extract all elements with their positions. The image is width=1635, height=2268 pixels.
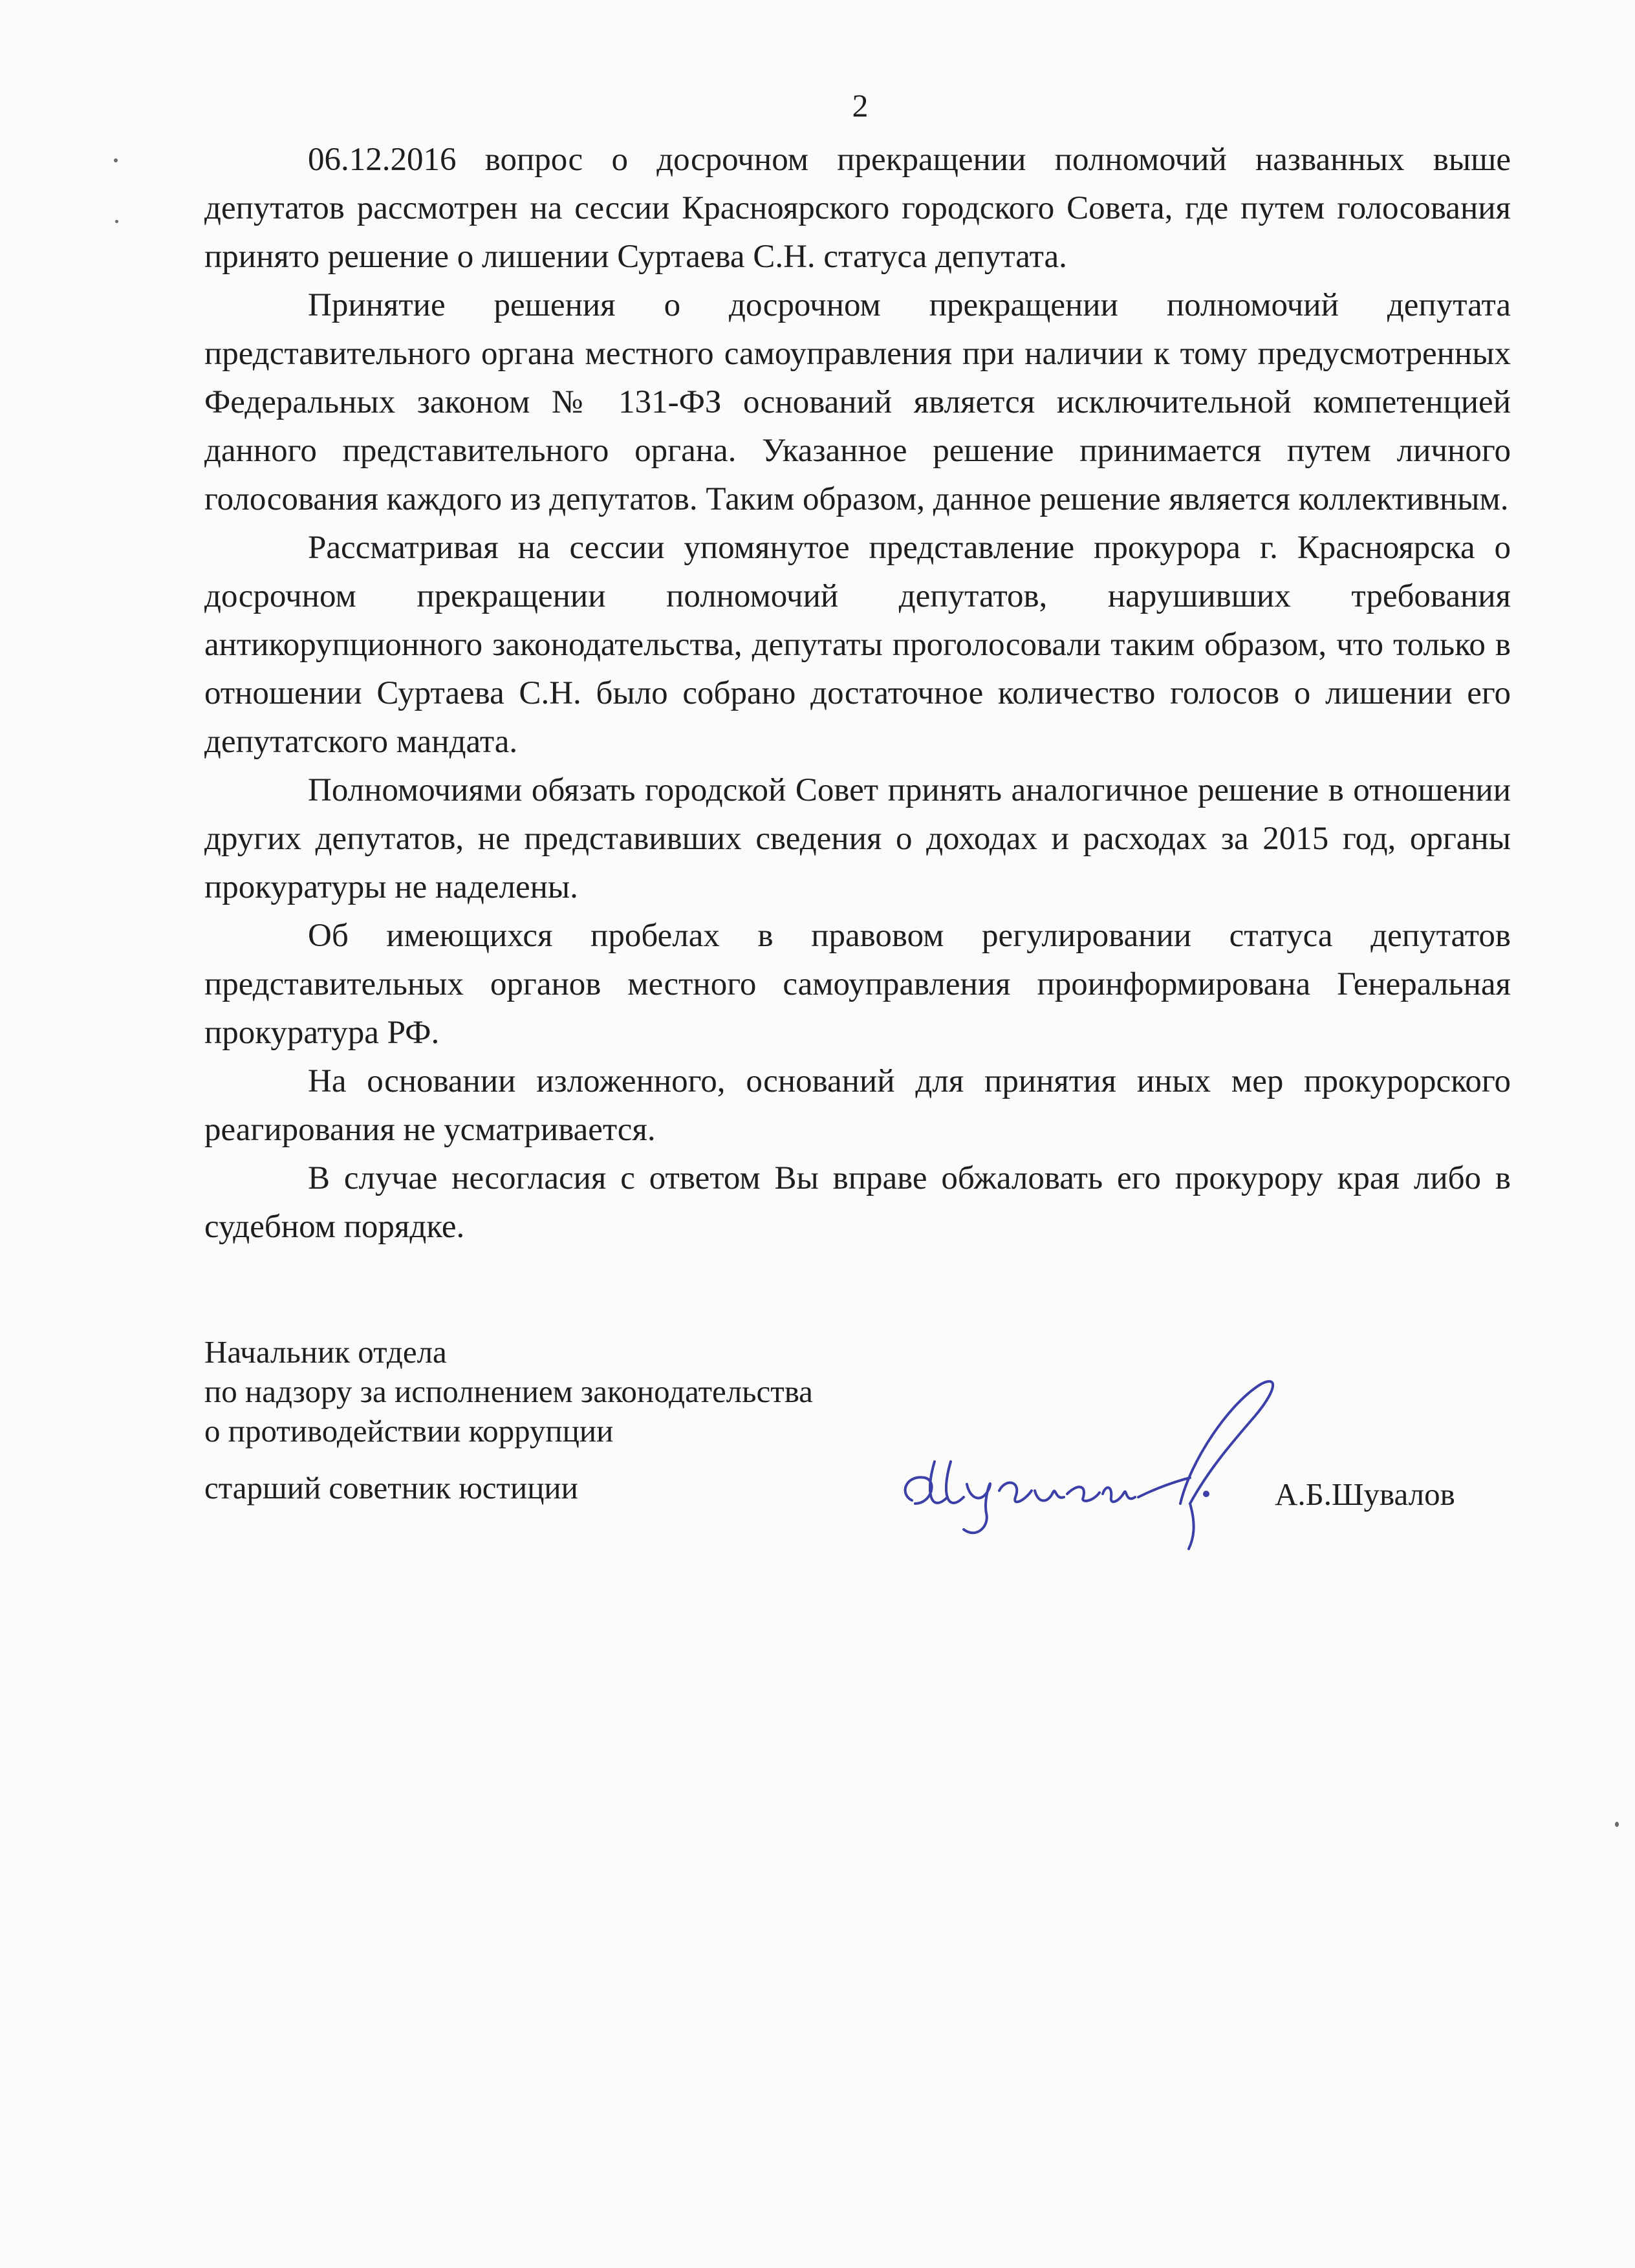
letter-body — [204, 136, 1511, 1251]
scan-speck — [1615, 1822, 1619, 1827]
signatory-rank: старший советник юстиции — [204, 1470, 578, 1506]
handwritten-signature — [886, 1365, 1287, 1559]
signatory-title — [204, 1332, 813, 1451]
signatory-name: А.Б.Шувалов — [1275, 1476, 1455, 1512]
paragraph: На основании изложенного, оснований для принятия иных мер прокурорского реагирования не усматривается. — [204, 1063, 1511, 1148]
signature-block — [204, 1332, 1511, 1539]
paragraph: Об имеющихся пробелах в правовом регулировании статуса депутатов представительных органов местного самоуправления проинформирована Генеральная прокуратура РФ. — [204, 918, 1511, 1051]
scan-speck — [115, 220, 118, 223]
signatory-title-line: по надзору за исполнением законодательства — [204, 1374, 813, 1409]
signatory-title-line: о противодействии коррупции — [204, 1413, 614, 1449]
paragraph: Рассматривая на сессии упомянутое представление прокурора г. Красноярска о досрочном прекращении полномочий депутатов, нарушивших требования антикорупционного законодательства, депутаты проголосовали таким образом, что только в отношении Суртаева С.Н. было собрано достаточное количество голосов о лишении его депутатского мандата. — [204, 530, 1511, 760]
paragraph: Принятие решения о досрочном прекращении полномочий депутата представительного органа местного самоуправления при наличии к тому предусмотренных Федеральных законом № 131-ФЗ оснований является исключительной компетенцией данного представительного органа. Указанное решение принимается путем личного голосования каждого из депутатов. Таким образом, данное решение является коллективным. — [204, 287, 1511, 517]
scan-speck — [114, 158, 118, 162]
signatory-title-line: Начальник отдела — [204, 1334, 447, 1370]
paragraph: В случае несогласия с ответом Вы вправе обжаловать его прокурору края либо в судебном порядке. — [204, 1160, 1511, 1245]
page-number: 2 — [852, 87, 869, 124]
paragraph: 06.12.2016 вопрос о досрочном прекращении полномочий названных выше депутатов рассмотрен на сессии Красноярского городского Совета, где путем голосования принято решение о лишении Суртаева С.Н. статуса депутата. — [204, 142, 1511, 275]
paragraph: Полномочиями обязать городской Совет принять аналогичное решение в отношении других депутатов, не представивших сведения о доходах и расходах за 2015 год, органы прокуратуры не наделены. — [204, 772, 1511, 905]
